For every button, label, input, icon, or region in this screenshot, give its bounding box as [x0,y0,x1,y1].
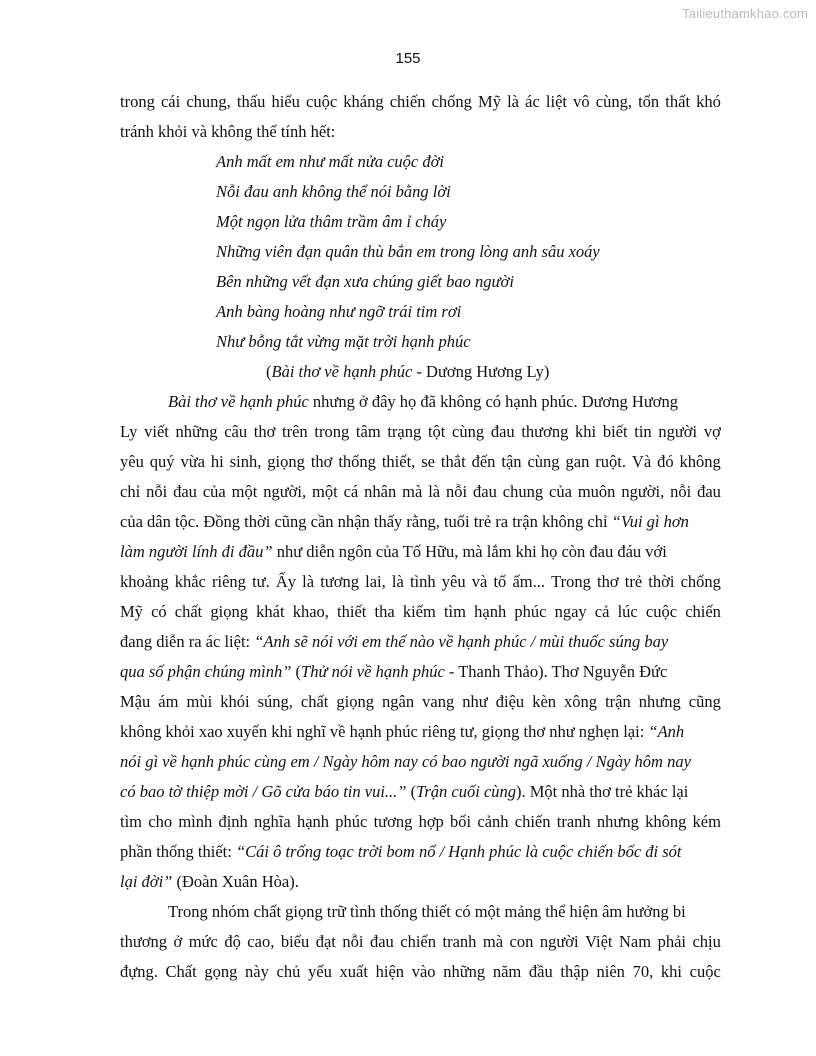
word: điệu [495,692,525,711]
word: tha [374,602,395,621]
word: giọng [210,602,248,621]
word: bối [450,812,472,831]
word: Trong [551,572,591,591]
word: kém [692,812,721,831]
word: cuộc [645,602,678,621]
word: giọng [336,692,374,711]
word: vang [422,692,455,711]
work-title: Bài thơ về hạnh phúc [168,392,309,411]
word: tổn [638,92,660,111]
word: trạng [387,422,422,441]
word: sinh, [229,452,262,471]
poem-source [266,357,721,387]
quote-run: qua số phận chúng mình” [120,662,292,681]
word: riêng [212,572,246,591]
word: mình [178,812,213,831]
word: thấu [236,92,266,111]
word: Việt [585,932,613,951]
word: tương [373,812,413,831]
word: biểu [280,932,310,951]
word: độ [224,932,241,951]
text-line [120,957,721,987]
text-run: ( [406,782,417,801]
word: kháng [343,92,384,111]
word: chiến [514,812,551,831]
word: này [245,962,269,981]
word: khi [660,962,682,981]
word: Mậu [120,692,151,711]
word: thương [120,932,168,951]
word: phải [657,932,686,951]
text-run: đang diễn ra ác liệt: [120,632,255,651]
word: Ly [120,422,138,441]
word: khao, [292,602,329,621]
word: chiến [685,602,721,621]
word: những [443,962,486,981]
word: tổ [493,572,507,591]
word: đầu [528,962,553,981]
word: đó [657,452,674,471]
word: người [539,932,579,951]
word: chung [502,482,544,501]
word: mùi [186,692,213,711]
text-line [120,537,721,567]
text-line [120,87,721,117]
poem-line: Bên những vết đạn xưa chúng giết bao người [216,272,514,291]
poem-line: Những viên đạn quân thù bắn em trong lòng anh sâu xoáy [216,242,600,261]
word: thiết, [381,452,416,471]
word: người, [263,482,307,501]
word: nỗi [146,482,168,501]
word: nỗi [342,932,364,951]
word: tranh [442,932,477,951]
word: chủ [276,962,301,981]
word: phúc [335,812,368,831]
page-number: 155 [395,50,421,67]
quote-run: “Anh sẽ nói với em thế nào về hạnh phúc / mùi thuốc súng bay [254,632,669,651]
text-line [120,567,721,597]
word: vừa [180,452,205,471]
text-line [120,507,721,537]
paragraph-1 [120,387,721,897]
word: tình [409,572,436,591]
poem-block [120,147,721,387]
word: là [391,572,404,591]
text-line: tránh khỏi và không thể tính hết: [120,122,336,141]
text-line [120,447,721,477]
quote-run: lại đời” [120,872,173,891]
text-line [120,777,721,807]
quote-run: “Cái ô trống toạc trời bom nổ / Hạnh phúc là cuộc chiến bốc đi sót [235,842,682,861]
word: có [151,602,167,621]
text-run: ). Một nhà thơ trẻ khác lại [516,782,689,801]
watermark: Tailieuthamkhao.com [682,6,808,21]
word: thương [521,422,569,441]
text-line [120,687,721,717]
text-line [120,657,721,687]
word: là [302,572,315,591]
word: se [421,452,435,471]
word: đạt [315,932,336,951]
word: chung, [186,92,231,111]
word: vào [411,962,436,981]
word: viết [144,422,169,441]
word: tương [320,572,359,591]
word: kiếm [402,602,436,621]
text-line [120,477,721,507]
word: là [507,92,520,111]
word: muôn [577,482,616,501]
word: đến [471,452,496,471]
word: phúc [514,602,547,621]
word: những [175,422,218,441]
text-line [120,927,721,957]
word: mà [482,932,504,951]
word: hạnh [296,812,330,831]
word: nghĩa [254,812,291,831]
word: cảnh [477,812,509,831]
word: người [658,422,698,441]
text-line [120,597,721,627]
word: đau [173,482,197,501]
word: trận [605,692,631,711]
word: xông [564,692,598,711]
word: thống [338,452,376,471]
text-line [120,837,721,867]
text-line: Trong nhóm chất giọng trữ tình thống thiết có một mảng thể hiện âm hưởng bi [168,902,686,921]
word: cao, [247,932,275,951]
word: đau [369,932,394,951]
word: một [231,482,258,501]
word: hạnh [474,602,507,621]
word: thập [560,962,589,981]
word: thơ [310,452,333,471]
word: ruột. [595,452,626,471]
word: tư. [252,572,270,591]
word: Nam [619,932,652,951]
word: cuộc [306,92,338,111]
word: súng, [257,692,293,711]
word: nhân [364,482,397,501]
word: trẻ [624,572,643,591]
word: câu [224,422,248,441]
paragraph-2 [120,897,721,987]
word: đau [473,482,497,501]
text-line [120,717,721,747]
text-run: như diễn ngôn của Tố Hữu, mà lắm khi họ còn đau đáu với [272,542,667,561]
word: hiểu [271,92,300,111]
word: lúc [617,602,638,621]
word: chất [174,602,203,621]
word: Mỹ [478,92,501,111]
word: cá [343,482,359,501]
word: cùng, [595,92,632,111]
word: của [202,482,226,501]
word: của [549,482,572,501]
word: Và [631,452,652,471]
word: tận [501,452,522,471]
word: ở [173,932,183,951]
text-run: - Thanh Thảo). Thơ Nguyễn Đức [444,662,668,681]
quote-line: nói gì về hạnh phúc cùng em / Ngày hôm nay có bao người ngã xuống / Ngày hôm nay [120,752,691,771]
source-author: - Dương Hương Ly) [412,362,550,381]
word: không [679,452,721,471]
word: trong [314,422,350,441]
poem-line: Nỗi đau anh không thể nói bằng lời [216,182,451,201]
poem-line: Một ngọn lửa thâm trầm âm ỉ cháy [216,212,447,231]
quote-run: “Vui gì hơn [611,512,689,531]
word: tìm [120,812,143,831]
word: Ấy [275,572,297,591]
text-run: phần thống thiết: [120,842,236,861]
word: một [312,482,338,501]
word: cũng [688,692,721,711]
quote-run: có bao tờ thiệp mời / Gõ cửa báo tin vui...” [120,782,407,801]
word: vô [573,92,590,111]
word: ngân [382,692,415,711]
word: ám [158,692,179,711]
text-run: không khỏi xao xuyến khi nghĩ về hạnh phúc riêng tư, giọng thơ như nghẹn lại: [120,722,649,741]
word: mà [402,482,423,501]
word: tìm [443,602,466,621]
word: định [218,812,248,831]
word: kèn [532,692,557,711]
word: không [645,812,687,831]
text-line [120,807,721,837]
quote-run: “Anh [648,722,685,741]
word: Mỹ [120,602,143,621]
word: là [428,482,441,501]
work-title: Thử nói về hạnh phúc [301,662,445,681]
word: yếu [308,962,332,981]
source-paren: ( [266,362,272,381]
text-line [120,627,721,657]
word: thơ [597,572,619,591]
word: trên [282,422,308,441]
word: tột [427,422,446,441]
word: ấm... [512,572,545,591]
word: nhưng [638,692,681,711]
word: thất [665,92,691,111]
word: chỉ [120,482,141,501]
word: tranh [556,812,591,831]
word: trong [120,92,155,111]
word: con [509,932,534,951]
poem-line: Anh bàng hoàng như ngỡ trái tim rơi [216,302,462,321]
word: tin [634,422,652,441]
word: gan [565,452,590,471]
word: như [462,692,488,711]
word: hợp [418,812,444,831]
text-run: của dân tộc. Đồng thời cũng cần nhận thấy rằng, tuổi trẻ ra trận không chỉ [120,512,612,531]
word: chống [431,92,472,111]
word: cái [160,92,181,111]
word: niên [596,962,625,981]
word: yêu [120,452,144,471]
text-line [120,417,721,447]
text-run: ( [291,662,302,681]
work-title: Trận cuối cùng [416,782,517,801]
word: thơ [253,422,276,441]
word: thắt [440,452,466,471]
word: chống [680,572,721,591]
word: mức [188,932,218,951]
word: xuất [339,962,368,981]
word: hiện [375,962,405,981]
word: khắc [174,572,206,591]
word: Chất [165,962,197,981]
word: đựng. [120,962,158,981]
word: đau [697,482,721,501]
word: chất [300,692,329,711]
word: yêu [441,572,466,591]
source-title: Bài thơ về hạnh phúc [271,362,413,381]
word: nhưng [596,812,639,831]
word: và [471,572,488,591]
word: nỗi [446,482,468,501]
poem-line: Như bỗng tắt vừng mặt trời hạnh phúc [216,332,471,351]
word: quý [149,452,175,471]
word: chiến [400,932,436,951]
word: chịu [692,932,721,951]
word: nỗi [670,482,692,501]
word: cùng [452,422,485,441]
word: tâm [355,422,381,441]
word: thời [648,572,675,591]
word: người, [621,482,665,501]
word: hi [210,452,224,471]
word: 70, [632,962,654,981]
word: vợ [703,422,721,441]
text-line [120,867,721,897]
word: thiết [337,602,367,621]
text-line [120,387,721,417]
word: khoảng [120,572,169,591]
word: cùng [527,452,560,471]
poem-line: Anh mất em như mất nửa cuộc đời [216,152,444,171]
word: gọng [204,962,238,981]
word: biết [602,422,628,441]
word: cho [148,812,173,831]
word: cả [594,602,610,621]
word: lai, [365,572,386,591]
document-body [120,87,721,987]
word: năm [492,962,522,981]
text-run: nhưng ở đây họ đã không có hạnh phúc. Dương Hương [308,392,678,411]
text-run: (Đoàn Xuân Hòa). [172,872,299,891]
word: giọng [267,452,305,471]
word: khi [575,422,597,441]
quote-run: làm người lính đi đầu” [120,542,273,561]
word: cuộc [689,962,721,981]
word: khói [220,692,250,711]
word: liệt [545,92,567,111]
word: đau [490,422,515,441]
word: ngay [554,602,587,621]
word: khó [696,92,721,111]
word: khát [256,602,285,621]
word: chiến [389,92,426,111]
word: ác [525,92,540,111]
